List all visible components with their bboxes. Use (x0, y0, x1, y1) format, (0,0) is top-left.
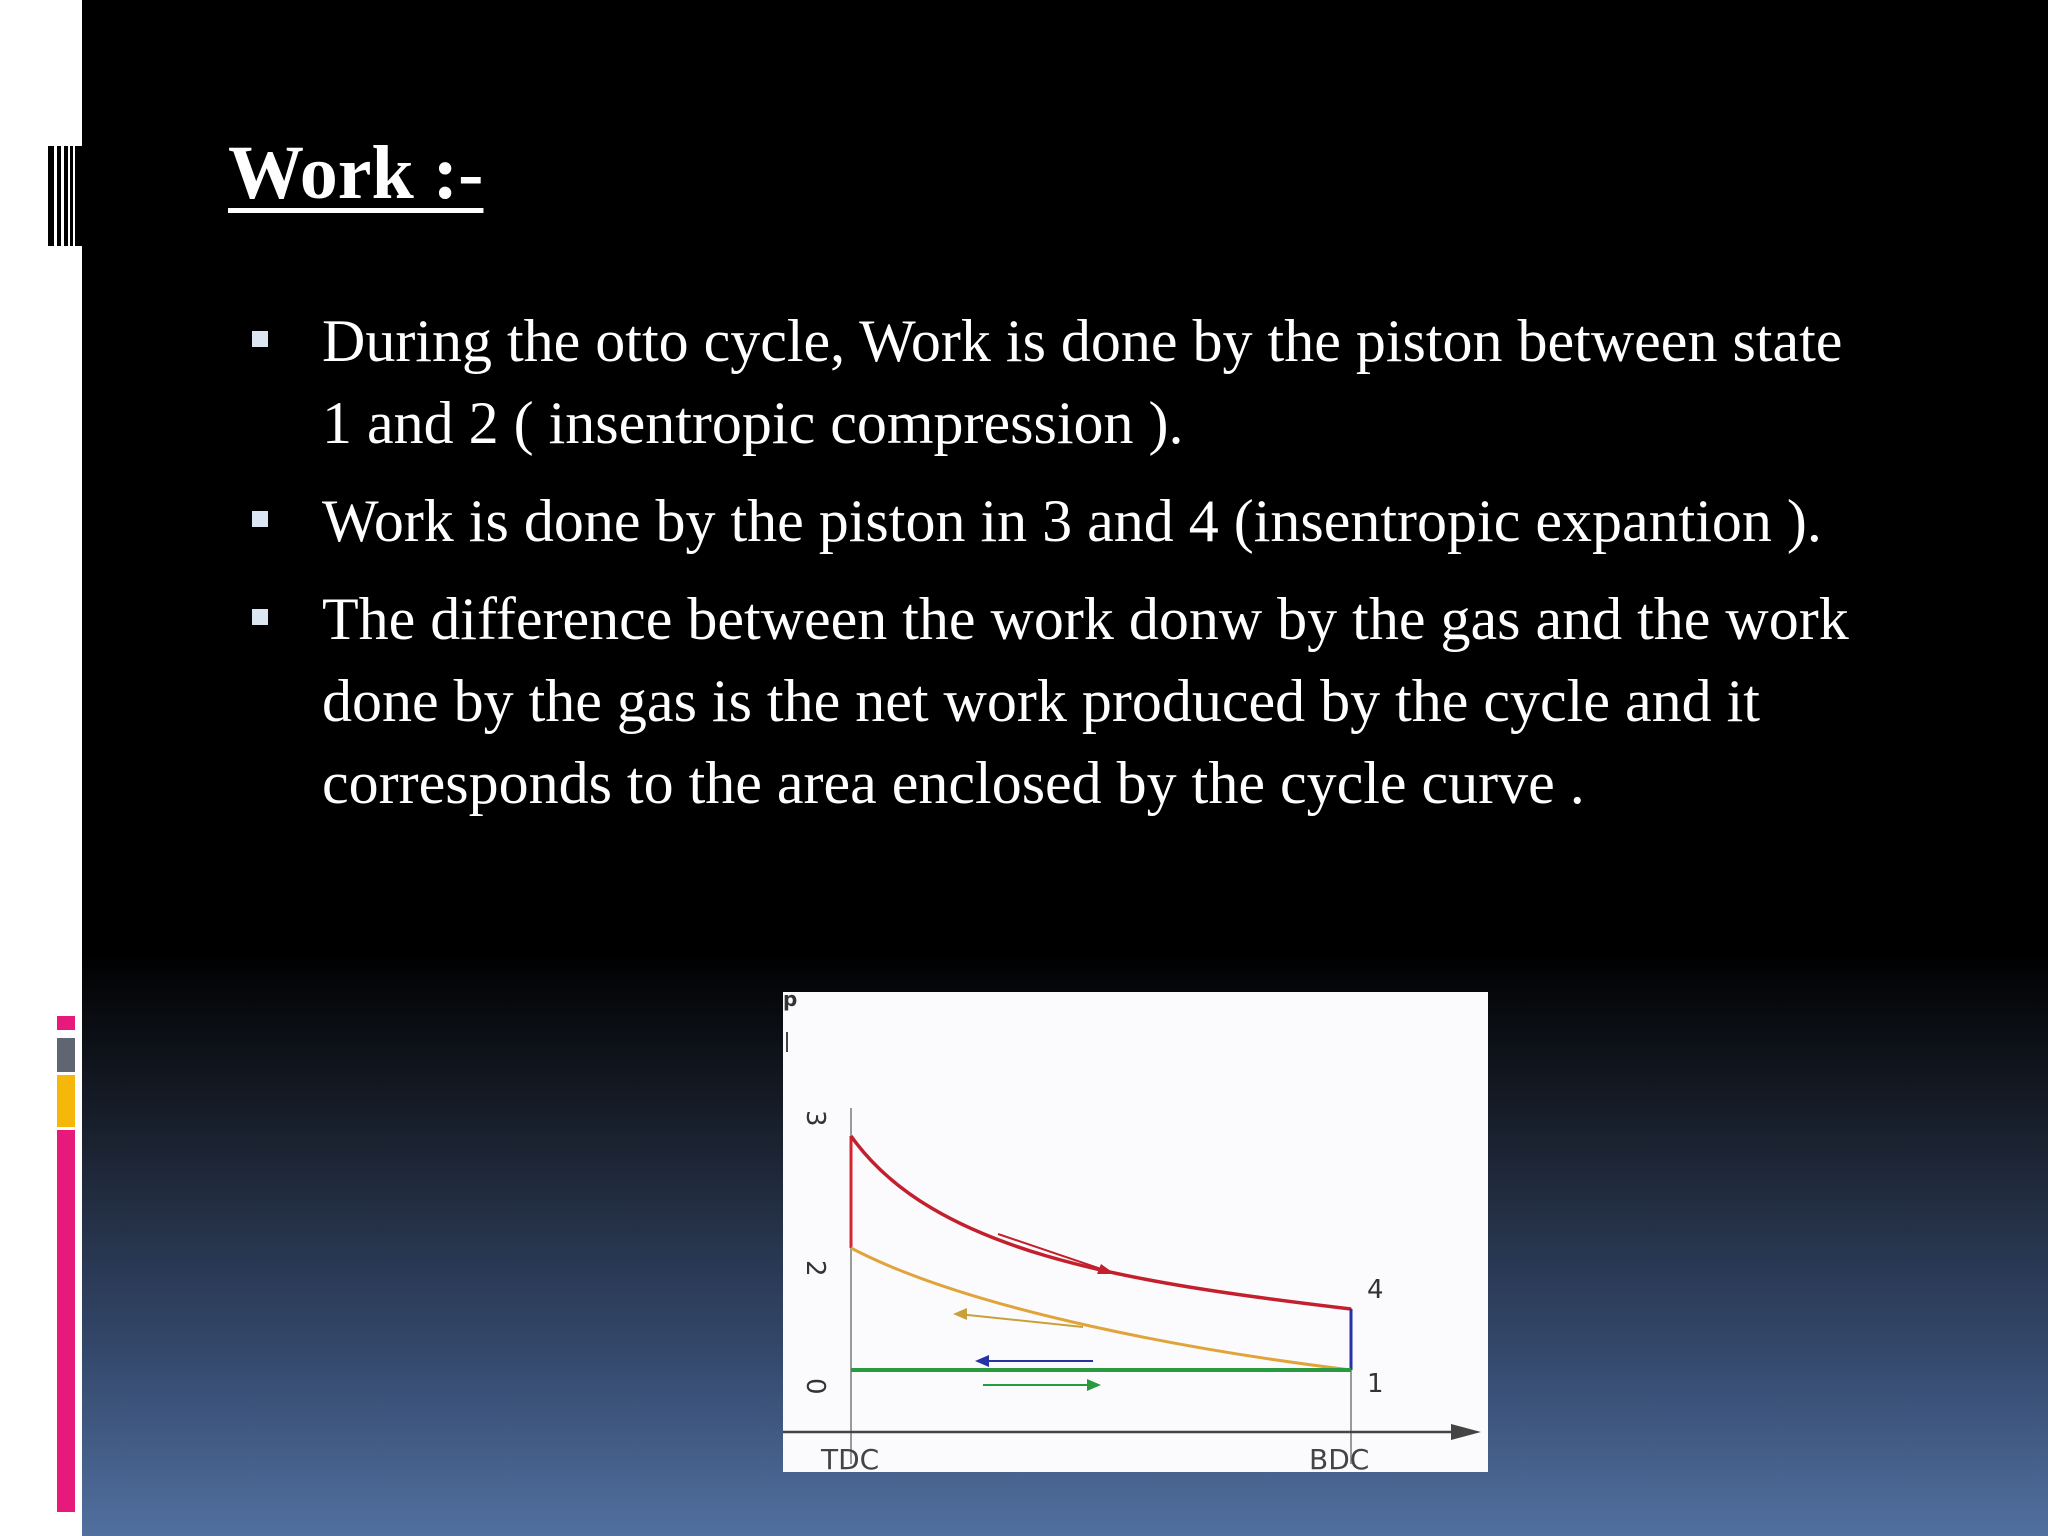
decor-striped-bars (48, 146, 82, 246)
bullet-text: The difference between the work donw by the gas and the work done by the gas is the net work produced by the cycle and it corresponds to the area enclosed by the cycle curve . (322, 586, 1849, 816)
point-label-1: 1 (1367, 1369, 1384, 1399)
volume-axis-arrow-icon (1451, 1424, 1481, 1440)
left-decor-strip (0, 0, 82, 1536)
bullet-text: Work is done by the piston in 3 and 4 (insentropic expantion ). (322, 488, 1822, 554)
square-bullet-icon (252, 511, 268, 527)
tdc-label: TDC (821, 1443, 880, 1472)
decor-accent-pink-small (57, 1016, 75, 1030)
otto-cycle-pv-diagram (783, 992, 1488, 1472)
square-bullet-icon (252, 609, 268, 625)
bullet-text: During the otto cycle, Work is done by the piston between state 1 and 2 ( insentropic compression ). (322, 308, 1843, 456)
slide-title: Work :- (228, 131, 484, 215)
bullet-item (246, 578, 1866, 824)
expansion-direction-arrow-icon (998, 1234, 1113, 1273)
point-label-2: 2 (800, 1260, 830, 1277)
square-bullet-icon (252, 331, 268, 347)
bullet-item (246, 300, 1866, 464)
decor-accent-yellow (57, 1075, 75, 1127)
decor-accent-pink-tall (57, 1130, 75, 1512)
y-axis-label-fragment: p (783, 992, 798, 1011)
bdc-label: BDC (1309, 1443, 1370, 1472)
point-label-0: 0 (800, 1378, 830, 1395)
expansion-curve (851, 1136, 1351, 1309)
bullet-item (246, 480, 1866, 562)
point-label-4: 4 (1367, 1275, 1384, 1305)
point-label-3: 3 (800, 1110, 830, 1127)
bullet-list (246, 300, 1866, 840)
decor-accent-gray (57, 1038, 75, 1072)
